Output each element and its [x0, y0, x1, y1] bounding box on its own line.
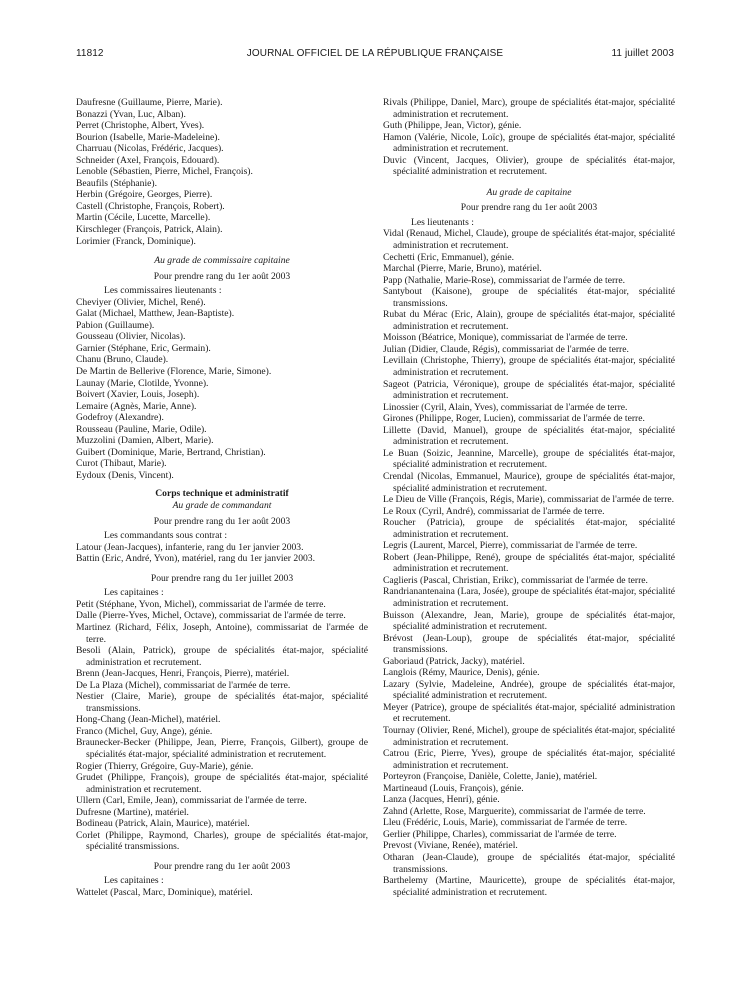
- list-entry: Lillette (David, Manuel), groupe de spécialités état-major, spécialité administration et recrutement.: [383, 424, 675, 448]
- list-entry: Lazary (Sylvie, Madeleine, Andrée), groupe de spécialités état-major, spécialité administration et recrutement.: [383, 678, 675, 702]
- list-entry: Guibert (Dominique, Marie, Bertrand, Christian).: [76, 446, 266, 458]
- list-entry: Rivals (Philippe, Daniel, Marc), groupe de spécialités état-major, spécialité administration et recrutement.: [383, 97, 675, 120]
- list-entry: Guth (Philippe, Jean, Victor), génie.: [383, 120, 522, 132]
- list-entry: Battin (Eric, André, Yvon), matériel, rang du 1er janvier 2003.: [76, 553, 315, 565]
- list-f: [383, 97, 675, 178]
- list-entry: Randrianantenaina (Lara, Josée), groupe de spécialités état-major, spécialité administration et recrutement.: [383, 586, 675, 609]
- list-entry: Linossier (Cyril, Alain, Yves), commissariat de l'armée de terre.: [383, 401, 628, 413]
- list-entry: Eydoux (Denis, Vincent).: [76, 469, 174, 481]
- group-label: Les capitaines :: [104, 875, 164, 887]
- list-entry: Garnier (Stéphane, Eric, Germain).: [76, 342, 211, 354]
- list-entry: Le Roux (Cyril, André), commissariat de l'armée de terre.: [383, 505, 605, 517]
- list-entry: Le Dieu de Ville (François, Régis, Marie), commissariat de l'armée de terre.: [383, 494, 675, 506]
- group-label: Les capitaines :: [104, 587, 164, 599]
- list-entry: Meyer (Patrice), groupe de spécialités état-major, spécialité administration et recrutement.: [383, 701, 675, 725]
- rang-date: Pour prendre rang du 1er juillet 2003: [150, 572, 294, 584]
- list-entry: Lanza (Jacques, Henri), génie.: [383, 794, 500, 806]
- list-c: [76, 542, 368, 565]
- list-entry: Dalle (Pierre-Yves, Michel, Octave), commissariat de l'armée de terre.: [76, 610, 346, 622]
- list-entry: Otharan (Jean-Claude), groupe de spécialités état-major, spécialité transmissions.: [383, 852, 675, 875]
- list-entry: Rubat du Mérac (Eric, Alain), groupe de spécialités état-major, spécialité administration et recrutement.: [383, 309, 675, 332]
- list-entry: Schneider (Axel, François, Edouard).: [76, 154, 220, 166]
- corps-title: Corps technique et administratif: [155, 487, 289, 499]
- list-entry: Sageot (Patricia, Véronique), groupe de spécialités état-major, spécialité administration et recrutement.: [383, 378, 675, 402]
- list-entry: Barthelemy (Martine, Mauricette), groupe de spécialités état-major, spécialité administration et recrutement.: [383, 875, 675, 898]
- list-entry: Porteyron (Françoise, Danièle, Colette, Janie), matériel.: [383, 771, 598, 783]
- list-entry: Caglieris (Pascal, Christian, Erikc), commissariat de l'armée de terre.: [383, 574, 648, 586]
- list-entry: Launay (Marie, Clotilde, Yvonne).: [76, 377, 209, 389]
- list-a: [76, 97, 368, 247]
- list-entry: Boivert (Xavier, Louis, Joseph).: [76, 389, 200, 401]
- list-entry: Santybout (Kaisone), groupe de spécialités état-major, spécialité transmissions.: [383, 286, 675, 309]
- list-entry: Papp (Nathalie, Marie-Rose), commissariat de l'armée de terre.: [383, 274, 626, 286]
- list-entry: Lenoble (Sébastien, Pierre, Michel, François).: [76, 166, 253, 178]
- group-label: Les lieutenants :: [411, 216, 474, 228]
- list-entry: Petit (Stéphane, Yvon, Michel), commissariat de l'armée de terre.: [76, 598, 326, 610]
- list-entry: Chanu (Bruno, Claude).: [76, 354, 169, 366]
- rang-date: Pour prendre rang du 1er août 2003: [460, 202, 598, 214]
- list-entry: Lorimier (Franck, Dominique).: [76, 235, 196, 247]
- list-entry: Catrou (Eric, Pierre, Yves), groupe de spécialités état-major, spécialité administration et recrutement.: [383, 748, 675, 771]
- heading-capitaine: Au grade de capitaine: [486, 186, 572, 198]
- list-entry: Gerlier (Philippe, Charles), commissariat de l'armée de terre.: [383, 828, 617, 840]
- list-entry: Tournay (Olivier, René, Michel), groupe de spécialités état-major, spécialité administration et recrutement.: [383, 724, 675, 748]
- rang-date: Pour prendre rang du 1er août 2003: [153, 515, 291, 527]
- list-entry: Vidal (Renaud, Michel, Claude), groupe de spécialités état-major, spécialité administration et recrutement.: [383, 228, 675, 252]
- list-entry: Roucher (Patricia), groupe de spécialités état-major, spécialité administration et recrutement.: [383, 517, 675, 540]
- list-entry: Buisson (Alexandre, Jean, Marie), groupe de spécialités état-major, spécialité administration et recrutement.: [383, 609, 675, 633]
- heading-commissaire-capitaine: Au grade de commissaire capitaine: [154, 255, 290, 267]
- list-entry: Franco (Michel, Guy, Ange), génie.: [76, 725, 213, 737]
- list-entry: Martinez (Richard, Félix, Joseph, Antoine), commissariat de l'armée de terre.: [76, 621, 368, 645]
- list-entry: Bodineau (Patrick, Alain, Maurice), matériel.: [76, 818, 250, 830]
- list-entry: Cechetti (Eric, Emmanuel), génie.: [383, 251, 515, 263]
- heading-commandant: Au grade de commandant: [172, 500, 272, 512]
- list-entry: Julian (Didier, Claude, Régis), commissariat de l'armée de terre.: [383, 343, 629, 355]
- list-entry: Zahnd (Arlette, Rose, Marguerite), commissariat de l'armée de terre.: [383, 805, 646, 817]
- list-entry: Besoli (Alain, Patrick), groupe de spécialités état-major, spécialité administration et recrutement.: [76, 645, 368, 668]
- list-entry: Robert (Jean-Philippe, René), groupe de spécialités état-major, spécialité administration et recrutement.: [383, 551, 675, 575]
- publication-date: 11 juillet 2003: [611, 48, 674, 59]
- list-entry: Cheviyer (Olivier, Michel, René).: [76, 296, 206, 308]
- list-entry: Nestier (Claire, Marie), groupe de spécialités état-major, spécialité transmissions.: [76, 691, 368, 714]
- right-column: [383, 97, 675, 898]
- list-entry: Crendal (Nicolas, Emmanuel, Maurice), groupe de spécialités état-major, spécialité administration et recrutement.: [383, 470, 675, 494]
- list-entry: Legris (Laurent, Marcel, Pierre), commissariat de l'armée de terre.: [383, 540, 638, 552]
- list-entry: Langlois (Rémy, Maurice, Denis), génie.: [383, 667, 540, 679]
- list-entry: Bonazzi (Yvan, Luc, Alban).: [76, 108, 186, 120]
- list-entry: Martineaud (Louis, François), génie.: [383, 782, 524, 794]
- list-entry: Marchal (Pierre, Marie, Bruno), matériel.: [383, 263, 542, 275]
- list-entry: Herbin (Grégoire, Georges, Pierre).: [76, 189, 213, 201]
- list-entry: Lleu (Frédéric, Louis, Marie), commissariat de l'armée de terre.: [383, 817, 628, 829]
- list-entry: Braunecker-Becker (Philippe, Jean, Pierre, François, Gilbert), groupe de spécialités état-major, spécialité administration et recrutement.: [76, 737, 368, 760]
- list-entry: Lemaire (Agnès, Marie, Anne).: [76, 400, 197, 412]
- list-entry: Prevost (Viviane, Renée), matériel.: [383, 840, 518, 852]
- group-label: Les commandants sous contrat :: [104, 530, 228, 542]
- page-header: [76, 48, 674, 62]
- list-entry: De Martin de Bellerive (Florence, Marie, Simone).: [76, 366, 272, 378]
- list-e: [76, 887, 368, 899]
- list-entry: Girones (Philippe, Roger, Lucien), commissariat de l'armée de terre.: [383, 413, 645, 425]
- list-entry: Hong-Chang (Jean-Michel), matériel.: [76, 714, 221, 726]
- rang-date: Pour prendre rang du 1er août 2003: [153, 270, 291, 282]
- list-entry: Perret (Christophe, Albert, Yves).: [76, 120, 205, 132]
- list-entry: Gousseau (Olivier, Nicolas).: [76, 331, 186, 343]
- list-b: [76, 297, 368, 482]
- list-entry: Le Buan (Soizic, Jeannine, Marcelle), groupe de spécialités état-major, spécialité administration et recrutement.: [383, 447, 675, 471]
- list-entry: Brévost (Jean-Loup), groupe de spécialités état-major, spécialité transmissions.: [383, 632, 675, 656]
- list-entry: De La Plaza (Michel), commissariat de l'armée de terre.: [76, 679, 291, 691]
- list-entry: Hamon (Valérie, Nicole, Loïc), groupe de spécialités état-major, spécialité administration et recrutement.: [383, 131, 675, 155]
- list-entry: Rogier (Thierry, Grégoire, Guy-Marie), génie.: [76, 760, 254, 772]
- list-entry: Wattelet (Pascal, Marc, Dominique), matériel.: [76, 887, 253, 898]
- list-entry: Levillain (Christophe, Thierry), groupe de spécialités état-major, spécialité administration et recrutement.: [383, 355, 675, 379]
- list-entry: Kirschleger (François, Patrick, Alain).: [76, 224, 223, 236]
- list-entry: Ullern (Carl, Emile, Jean), commissariat de l'armée de terre.: [76, 795, 307, 807]
- list-entry: Rousseau (Pauline, Marie, Odile).: [76, 423, 207, 435]
- list-entry: Brenn (Jean-Jacques, Henri, François, Pierre), matériel.: [76, 668, 290, 680]
- list-entry: Pabion (Guillaume).: [76, 319, 155, 331]
- list-entry: Martin (Cécile, Lucette, Marcelle).: [76, 212, 211, 224]
- list-entry: Castell (Christophe, François, Robert).: [76, 200, 225, 212]
- list-entry: Daufresne (Guillaume, Pierre, Marie).: [76, 97, 223, 108]
- list-entry: Galat (Michael, Matthew, Jean-Baptiste).: [76, 308, 235, 320]
- list-entry: Bourion (Isabelle, Marie-Madeleine).: [76, 131, 220, 143]
- list-entry: Charruau (Nicolas, Frédéric, Jacques).: [76, 143, 224, 155]
- list-entry: Beaufils (Stéphanie).: [76, 177, 157, 189]
- list-d: [76, 599, 368, 853]
- list-entry: Corlet (Philippe, Raymond, Charles), groupe de spécialités état-major, spécialité transmissions.: [76, 829, 368, 853]
- list-entry: Curot (Thibaut, Marie).: [76, 458, 167, 470]
- list-entry: Moisson (Béatrice, Monique), commissariat de l'armée de terre.: [383, 332, 628, 344]
- list-entry: Godefroy (Alexandre).: [76, 412, 164, 424]
- list-entry: Grudet (Philippe, François), groupe de spécialités état-major, spécialité administration et recrutement.: [76, 772, 368, 795]
- left-column: [76, 97, 368, 899]
- list-entry: Latour (Jean-Jacques), infanterie, rang du 1er janvier 2003.: [76, 541, 304, 553]
- list-entry: Gaboriaud (Patrick, Jacky), matériel.: [383, 655, 525, 667]
- list-entry: Duvic (Vincent, Jacques, Olivier), groupe de spécialités état-major, spécialité administration et recrutement.: [383, 154, 675, 178]
- list-g: [383, 228, 675, 898]
- list-entry: Dufresne (Martine), matériel.: [76, 806, 189, 818]
- group-label: Les commissaires lieutenants :: [104, 285, 222, 297]
- page-number: 11812: [76, 48, 104, 59]
- list-entry: Muzzolini (Damien, Albert, Marie).: [76, 435, 214, 447]
- rang-date: Pour prendre rang du 1er août 2003: [153, 860, 291, 872]
- journal-title: JOURNAL OFFICIEL DE LA RÉPUBLIQUE FRANÇAISE: [246, 48, 504, 59]
